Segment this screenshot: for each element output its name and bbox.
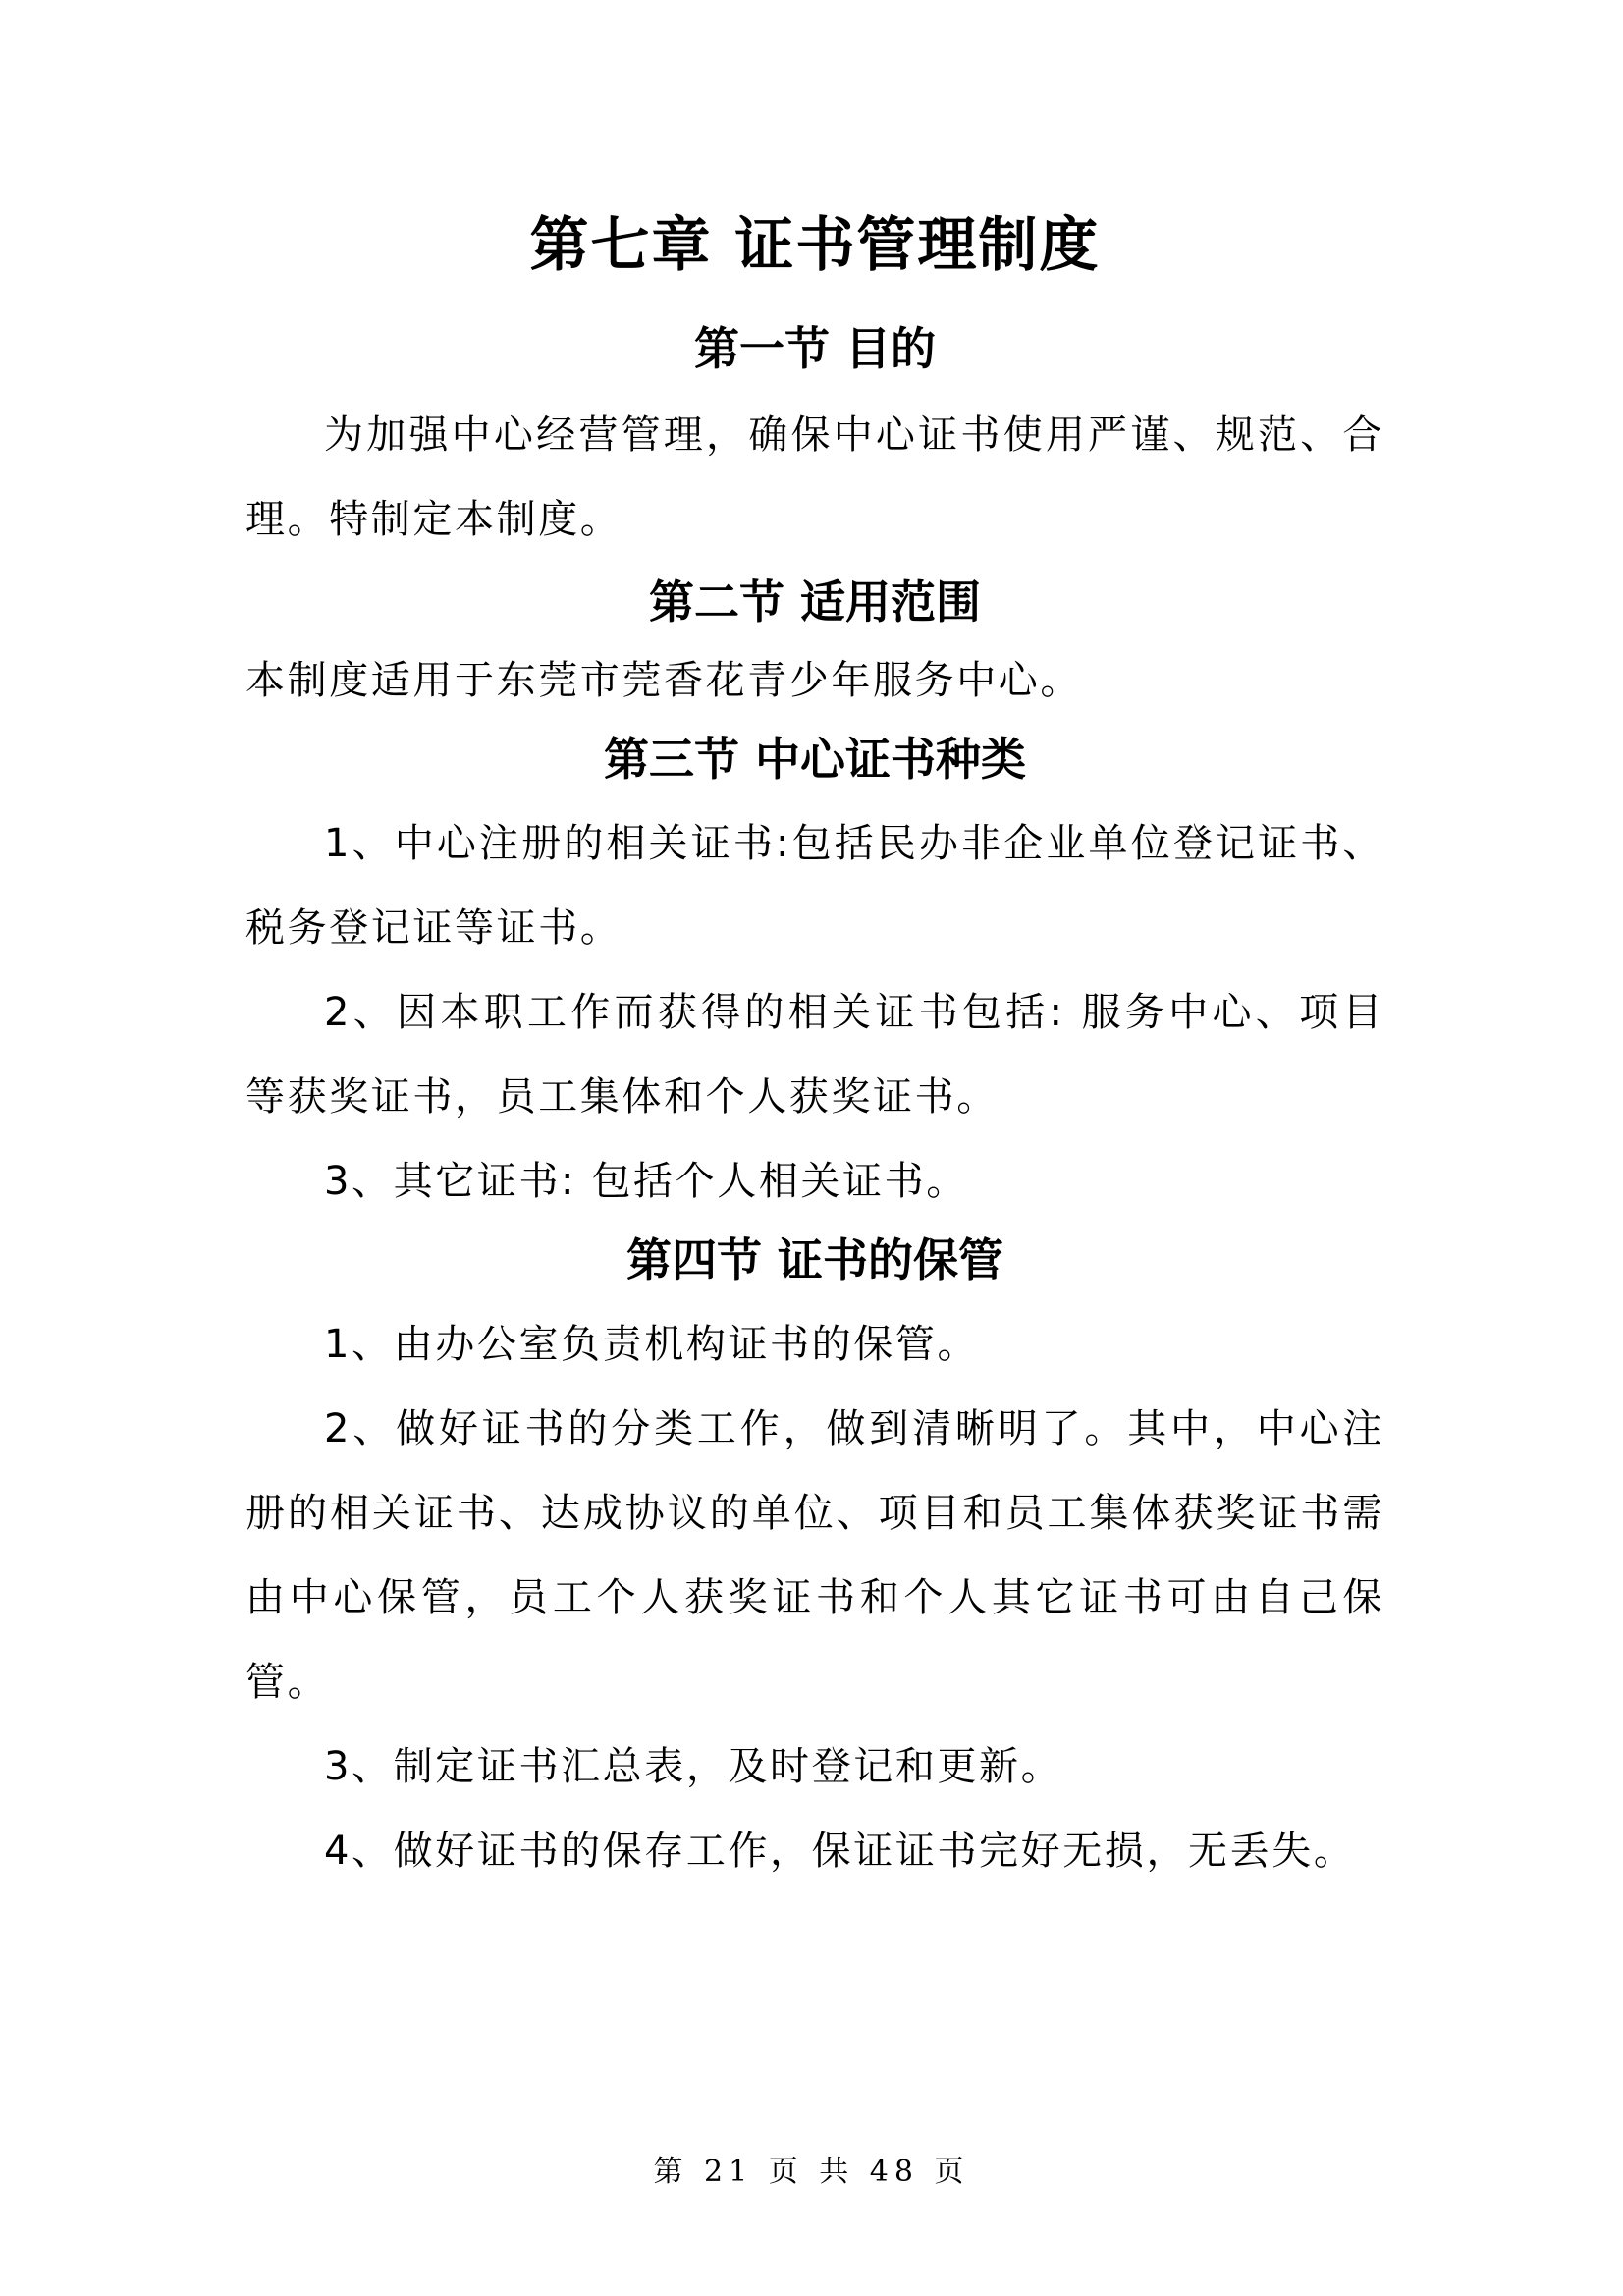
paragraph: 2、因本职工作而获得的相关证书包括: 服务中心、项目等获奖证书，员工集体和个人获奖证书。 [245,990,1384,1120]
chapter-title: 第七章 证书管理制度 [529,211,1101,280]
paragraph: 本制度适用于东莞市莞香花青少年服务中心。 [245,658,1082,703]
paragraph: 3、其它证书: 包括个人相关证书。 [324,1159,968,1204]
section-title-purpose: 第一节 目的 [693,322,936,375]
page-footer: 第 21 页 共 48 页 [653,2155,970,2189]
paragraph: 2、做好证书的分类工作，做到清晰明了。其中，中心注册的相关证书、达成协议的单位、项目和员工集体获奖证书需由中心保管，员工个人获奖证书和个人其它证书可由自己保管。 [245,1406,1384,1705]
paragraph: 1、由办公室负责机构证书的保管。 [324,1322,980,1367]
paragraph: 3、制定证书汇总表，及时登记和更新。 [324,1744,1063,1789]
paragraph: 4、做好证书的保存工作，保证证书完好无损，无丢失。 [324,1829,1356,1874]
section-title-certificate-types: 第三节 中心证书种类 [603,733,1026,786]
paragraph: 为加强中心经营管理，确保中心证书使用严谨、规范、合理。特制定本制度。 [245,412,1384,542]
section-title-certificate-custody: 第四节 证书的保管 [625,1233,1003,1286]
section-title-scope: 第二节 适用范围 [648,575,981,629]
document-page [245,211,1384,1893]
paragraph: 1、中心注册的相关证书:包括民办非企业单位登记证书、税务登记证等证书。 [245,821,1384,951]
